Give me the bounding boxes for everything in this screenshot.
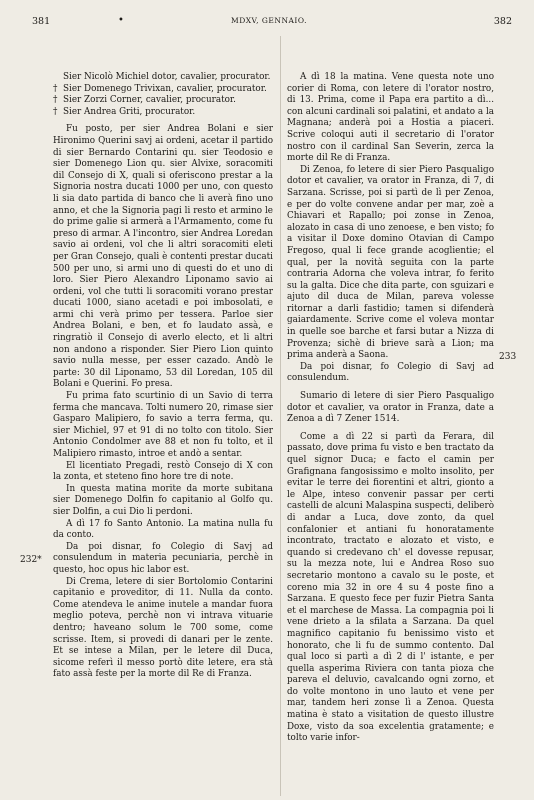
- paragraph: Da poi disnar, fo Colegio di Savj ad consulendum in materia pecuniaria, perchè in questo, hoc opus hic labor est.: [53, 541, 273, 575]
- paragraph: Fu prima fato scurtinio di un Savio di terra ferma che mancava. Tolti numero 20, rimase sier Gasparo Malipiero, fo savio a terra ferma, qu. sier Michiel, 97 et 91 di no tolto con titolo. Sier Antonio Condolmer ave 88 et non fu tolto, et il Malipiero rimasto, introe et andò a sentar.: [53, 391, 273, 459]
- paragraph: Come a dì 22 si partì da Ferara, dil passato, dove prima fu visto e ben tractato da quel signor Duca; e facto el camin per Grafignana fangosissimo e molto insolito, per evitar le terre dei fiorentini et altri, gionto a le Alpe, inteso convenir passar per certi castelli de alcuni Malaspina suspecti, deliberò di andar a Luca, dove zonto, da quel confalonier et antiani fu honoratamente incontrato, tractato e alozato et visto, e quando si credevano ch' el dovesse repusar, su la mezza note, lui e Andrea Roso suo secretario montono a cavalo su le poste, et coreno mia 32 in ore 4 su 4 poste fino a Sarzana. E questo fece per fuzir Pietra Santa et el marchese de Massa. La compagnia poi li vene drieto a la sfilata a Sarzana. Da quel magnifico capitanio fu benissimo visto et honorato, che li fu de summo contento. Dal qual loco si partì a dì 2 di l' istante, e per quella asperima Riviera con tanta pioza che pareva el deluvio, cavalcando ogni zorno, et do volte montono in uno lauto et vene per mar, tandem heri zonse lì a Zenoa. Questa matina è stato a visitation de questo illustre Doxe, visto da soa excelentia gratamente; e tolto varie infor-: [287, 431, 494, 744]
- signatory-line: Sier Nicolò Michiel dotor, cavalier, procurator.: [63, 72, 271, 82]
- margin-number-left: 232*: [20, 555, 42, 565]
- signatory-line: † Sier Andrea Griti, procurator.: [53, 106, 196, 117]
- page-number-left: 381: [32, 16, 51, 27]
- paragraph: Da poi disnar, fo Colegio di Savj ad consulendum.: [287, 361, 494, 384]
- margin-number-right: 233: [499, 352, 517, 362]
- running-header: [26, 12, 512, 32]
- bullet-mark: •: [118, 15, 124, 26]
- paragraph: Fu posto, per sier Andrea Bolani e sier Hironimo Querini savj ai ordeni, acetar il partido di sier Bernardo Contarini qu. sier Teodosio e sier Domenego Lion qu. sier Alvixe, soracomiti dil Consejo di X, quali si oferiscono prestar a la Signoria nostra ducati 1000 per uno, con questo li sia dato partida di banco che li averà fino uno anno, et che la Signoria pagi li resto et armino le do prime galie si armerà a l'Armamento, come fu preso di armar. A l'incontro, sier Andrea Loredan savio ai ordeni, vol che li altri soracomiti eleti per Gran Consejo, quali è contenti prestar ducati 500 per uno, si armi uno di questi do et uno di loro. Sier Piero Alexandro Liponamo savio ai ordeni, vol che tutti li soracomiti vorano prestar ducati 1000, siano acetadi e poi imbosolati, e armi chi verà primo per tessera. Parloe sier Andrea Bolani, e ben, et fo laudato assà, e ringratiò il Consejo di averlo electo, et li altri non andono a risponder. Sier Piero Lion quinto savio nulla messe, per esser cazado. Andò le parte: 30 dil Liponamo, 53 dil Loredan, 105 dil Bolani e Querini. Fo presa.: [53, 124, 273, 390]
- paragraph: Di Zenoa, fo letere di sier Piero Pasqualigo dotor et cavalier, va orator in Franza, di 7, di Sarzana. Scrisse, poi si partì de lì per Zenoa, e per do volte convene andar per mar, zoè a Chiavari et Rapallo; poi zonse in Zenoa, alozato in casa di uno zenoese, e ben visto; fo a visitar il Doxe domino Otavian di Campo Fregoso, qual li fece grande acoglientie; el qual, per la novità seguita con la parte contraria Adorna che voleva intrar, fo ferito su la galta. Dice che dita parte, con sguizari e ajuto dil duca de Milan, pareva volesse ritornar a darli fastidio; tamen si difenderà gaiardamente. Scrive come el voleva montar in quelle soe barche et farsi butar a Nizza di Provenza; sichè di brieve sarà a Lion; ma prima anderà a Saona.: [287, 164, 494, 361]
- paragraph: El licentiato Pregadi, restò Consejo di X con la zonta, et steteno fino hore tre di note.: [53, 460, 273, 483]
- dagger-mark: †: [53, 106, 58, 117]
- left-column: [53, 72, 273, 681]
- right-column: [287, 72, 494, 745]
- summary-heading: Sumario di letere di sier Piero Pasqualigo dotor et cavalier, va orator in Franza, date a Zenoa a dì 7 Zener 1514.: [287, 391, 494, 425]
- paragraph: Di Crema, letere di sier Bortolomio Contarini capitanio e proveditor, di 11. Nulla da conto. Come atendeva le anime inutele a mandar fuora meglio poteva, perchè non vi intrava vituarie dentro; haveano solum le 700 some, come scrisse. Item, si provedi di danari per le zente. Et se intese a Milan, per le letere dil Duca, sicome referì il messo portò dite letere, era stà fato assà feste per la morte dil Re di Franza.: [53, 576, 273, 680]
- signatory-line: † Sier Domenego Trivixan, cavalier, procurator.: [53, 83, 267, 94]
- page-number-right: 382: [493, 16, 512, 27]
- dagger-mark: †: [53, 95, 58, 106]
- column-divider: [280, 36, 281, 796]
- dagger-mark: †: [53, 83, 58, 94]
- paragraph: A dì 17 fo Santo Antonio. La matina nulla fu da conto.: [53, 518, 273, 541]
- running-title: MDXV, GENNAIO.: [231, 16, 307, 25]
- paragraph: A dì 18 la matina. Vene questa note uno corier di Roma, con letere di l'orator nostro, di 13. Prima, come il Papa era partito a dì... con alcuni cardinali soi palatini, et andato a la Magnana; anderà poi a Hostia a piaceri. Scrive coloqui auti il secretario di l'orator nostro con il cardinal San Severin, zerca la morte dil Re di Franza.: [287, 72, 494, 164]
- paragraph: In questa matina morite da morte subitana sier Domenego Dolfin fo capitanio al Golfo qu. sier Dolfin, a cui Dio li perdoni.: [53, 483, 273, 517]
- signatory-line: † Sier Zorzi Corner, cavalier, procurator.: [53, 95, 236, 106]
